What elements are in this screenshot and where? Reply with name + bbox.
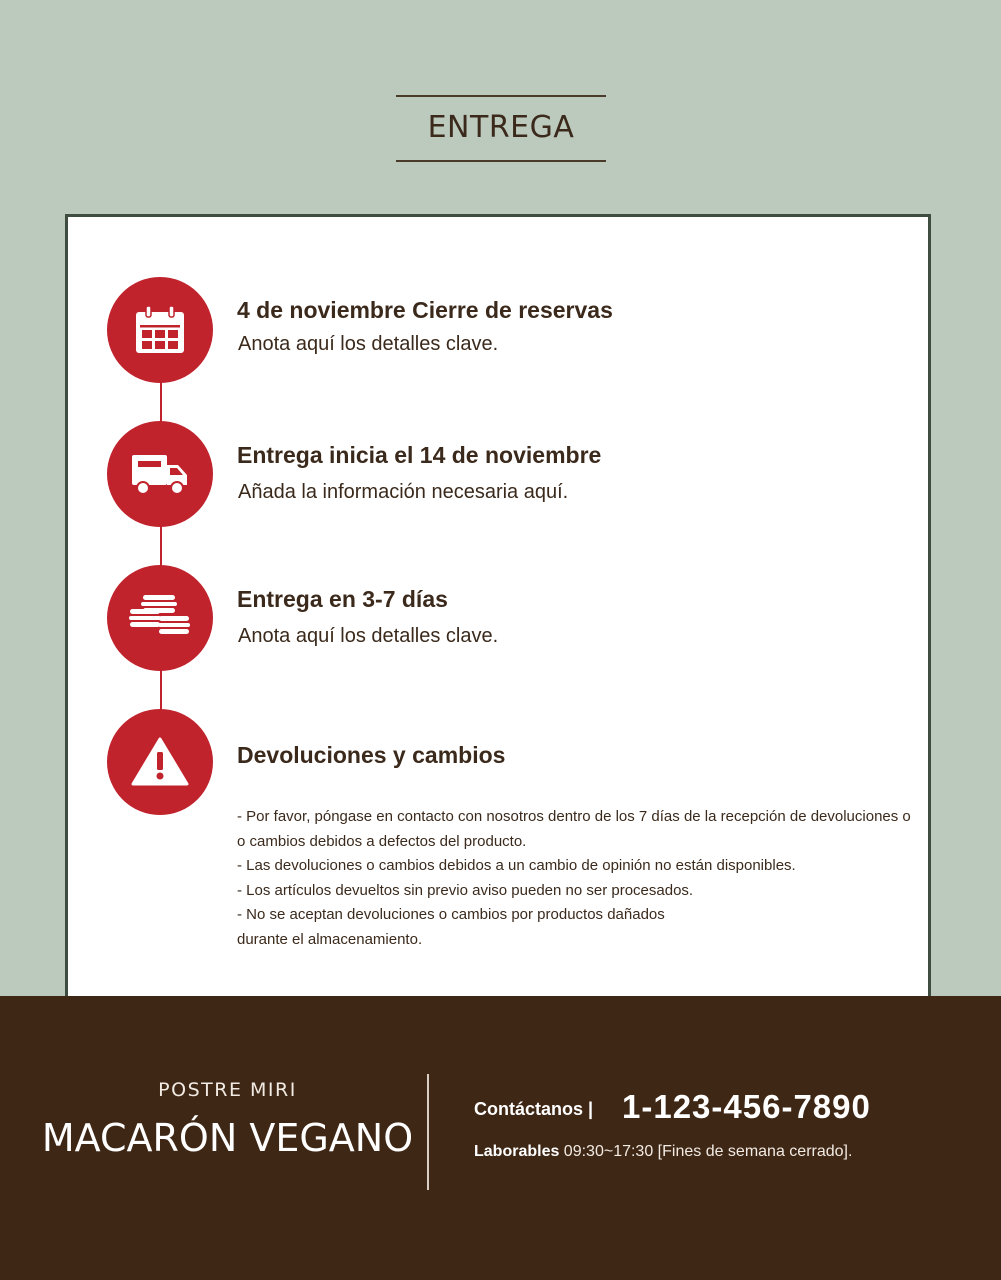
policy-line: - Los artículos devueltos sin previo aviso pueden no ser procesados. (237, 881, 694, 899)
calendar-icon (134, 305, 186, 355)
warning-icon (131, 737, 189, 787)
policy-line: - Las devoluciones o cambios debidos a un cambio de opinión no están disponibles. (237, 857, 796, 875)
timeline-title-4: Devoluciones y cambios (237, 742, 506, 768)
timeline-step-1 (107, 277, 213, 383)
contact-phone[interactable]: 1-123-456-7890 (622, 1088, 871, 1125)
business-hours (474, 1143, 852, 1161)
contact-label: Contáctanos | (474, 1099, 594, 1119)
policy-line: durante el almacenamiento. (237, 930, 423, 948)
timeline-step-3 (107, 565, 213, 671)
page-title: ENTREGA (427, 110, 575, 145)
hours-label: Laborables (474, 1143, 560, 1160)
timeline-step-2 (107, 421, 213, 527)
timeline-desc-3: Anota aquí los detalles clave. (238, 625, 499, 647)
policy-line: o cambios debidos a defectos del producto. (237, 832, 527, 850)
macaron-icon (129, 594, 191, 642)
brand-subtitle: POSTRE MIRI (158, 1079, 297, 1101)
policy-line: - No se aceptan devoluciones o cambios por productos dañados (237, 906, 665, 924)
returns-policy (237, 805, 977, 953)
timeline-desc-1: Anota aquí los detalles clave. (238, 333, 499, 355)
timeline-step-4 (107, 709, 213, 815)
header-top-rule (396, 95, 606, 97)
timeline-title-1: 4 de noviembre Cierre de reservas (237, 297, 613, 323)
timeline-title-2: Entrega inicia el 14 de noviembre (237, 442, 602, 468)
policy-line: - Por favor, póngase en contacto con nosotros dentro de los 7 días de la recepción de devoluciones o (237, 808, 911, 825)
hours-text: 09:30~17:30 [Fines de semana cerrado]. (559, 1143, 853, 1160)
truck-icon (131, 453, 189, 495)
timeline-title-3: Entrega en 3-7 días (237, 586, 448, 612)
footer-divider (427, 1074, 429, 1190)
timeline-connector (160, 330, 162, 760)
footer (0, 996, 1001, 1280)
timeline-desc-2: Añada la información necesaria aquí. (238, 481, 569, 503)
header-bottom-rule (396, 160, 606, 162)
brand-name: MACARÓN VEGANO (41, 1116, 414, 1160)
